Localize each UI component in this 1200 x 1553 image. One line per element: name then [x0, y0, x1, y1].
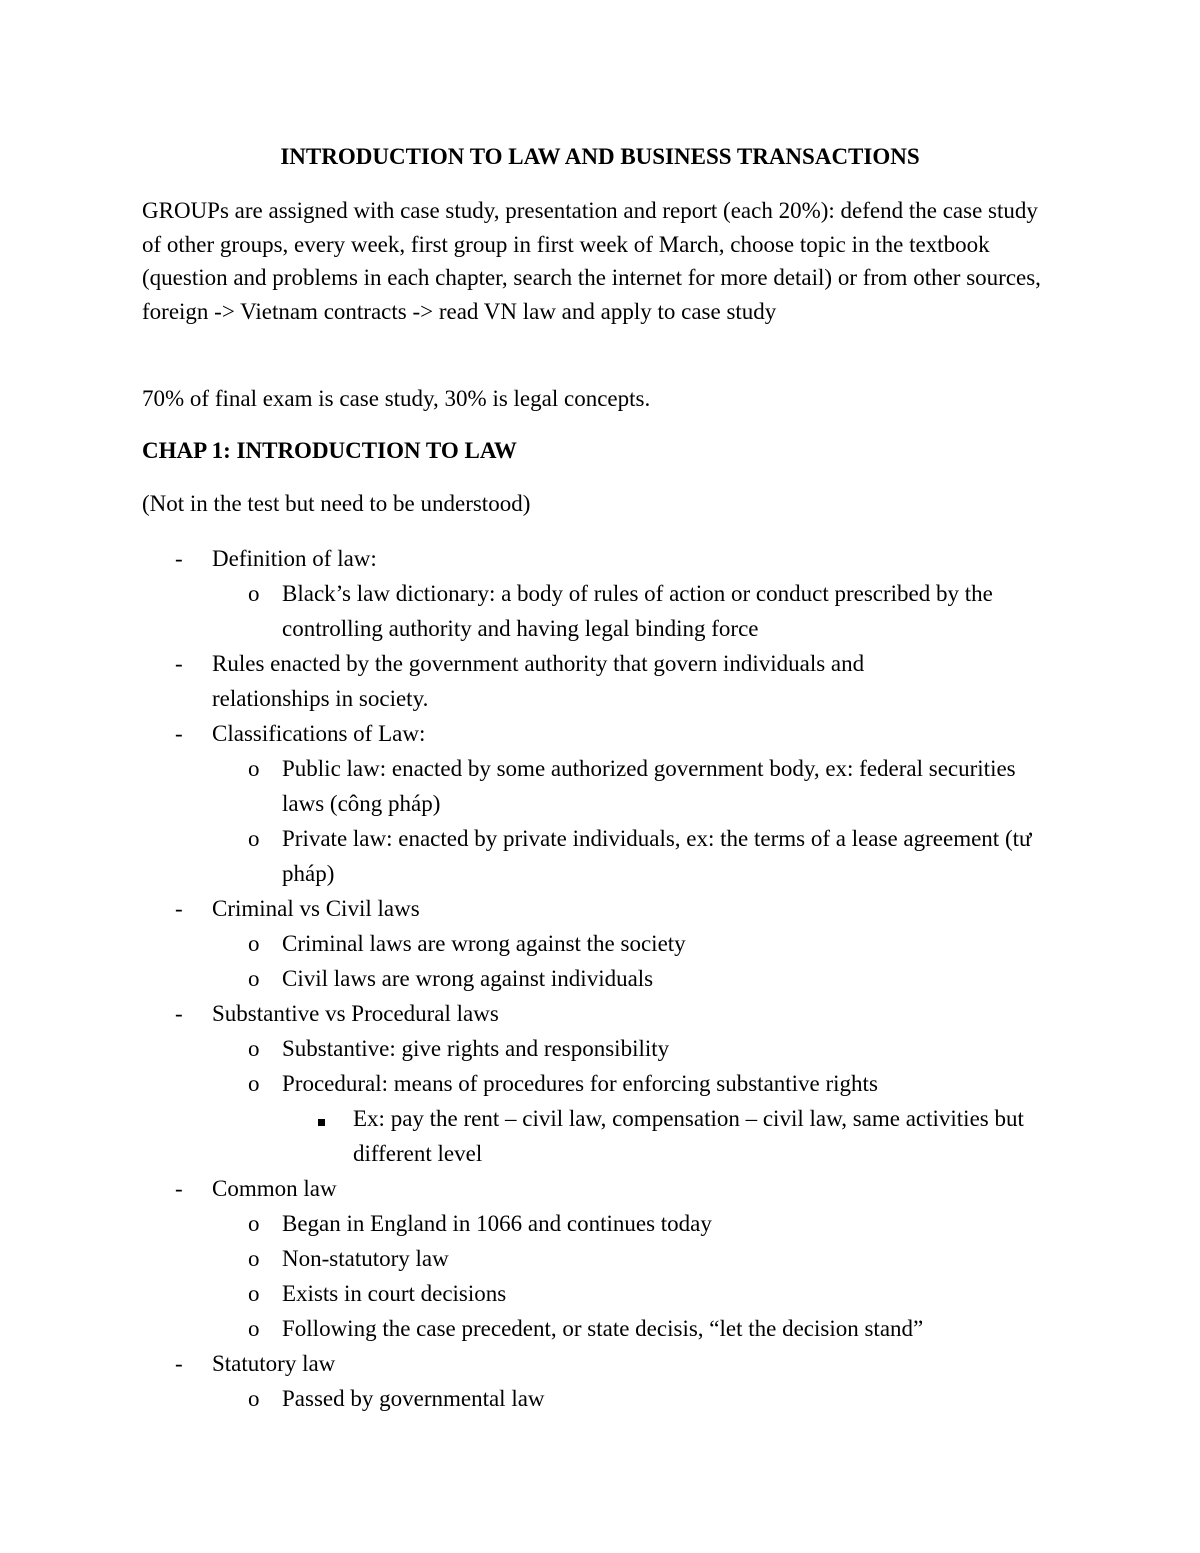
outline-item-text: Passed by governmental law — [282, 1386, 545, 1411]
outline-item-text: Substantive vs Procedural laws — [212, 1001, 499, 1026]
outline-item-text: Ex: pay the rent – civil law, compensation – civil law, same activities but different level — [353, 1106, 1024, 1166]
dash-bullet: - — [175, 651, 183, 676]
outline-item-level-2 — [0, 1381, 1200, 1416]
circle-bullet: o — [248, 1386, 260, 1411]
outline-item-text: Public law: enacted by some authorized government body, ex: federal securities laws (công pháp) — [282, 756, 1016, 816]
outline-item-level-2 — [0, 926, 1200, 961]
dash-bullet: - — [175, 1001, 183, 1026]
outline-list — [0, 541, 1200, 1416]
circle-bullet: o — [248, 826, 260, 851]
outline-item-text: Rules enacted by the government authority that govern individuals and relationships in society. — [212, 651, 865, 711]
outline-item-level-3 — [0, 1101, 1200, 1171]
outline-item-level-1 — [0, 891, 1200, 926]
outline-item-text: Definition of law: — [212, 546, 377, 571]
outline-item-level-2 — [0, 1276, 1200, 1311]
outline-item-level-2 — [0, 751, 1200, 821]
outline-item-text: Procedural: means of procedures for enforcing substantive rights — [282, 1071, 878, 1096]
outline-item-text: Following the case precedent, or state decisis, “let the decision stand” — [282, 1316, 924, 1341]
outline-item-level-2 — [0, 1206, 1200, 1241]
dash-bullet: - — [175, 546, 183, 571]
square-bullet-icon — [318, 1101, 348, 1136]
outline-item-text: Criminal laws are wrong against the society — [282, 931, 686, 956]
outline-item-text: Private law: enacted by private individuals, ex: the terms of a lease agreement (tư pháp) — [282, 826, 1032, 886]
outline-item-level-1 — [0, 541, 1200, 576]
outline-item-level-1 — [0, 646, 1200, 716]
outline-item-text: Classifications of Law: — [212, 721, 426, 746]
dash-bullet: - — [175, 1176, 183, 1201]
circle-bullet: o — [248, 1246, 260, 1271]
chapter-note: (Not in the test but need to be understood) — [142, 491, 531, 516]
outline-item-level-2 — [0, 1031, 1200, 1066]
dash-bullet: - — [175, 721, 183, 746]
circle-bullet: o — [248, 966, 260, 991]
outline-item-level-2 — [0, 961, 1200, 996]
circle-bullet: o — [248, 1211, 260, 1236]
circle-bullet: o — [248, 1316, 260, 1341]
chapter-heading: CHAP 1: INTRODUCTION TO LAW — [142, 438, 517, 463]
outline-item-level-2 — [0, 821, 1200, 891]
outline-item-text: Criminal vs Civil laws — [212, 896, 420, 921]
square-bullet-icon — [318, 1119, 325, 1126]
circle-bullet: o — [248, 1036, 260, 1061]
outline-item-text: Black’s law dictionary: a body of rules of action or conduct prescribed by the controlling authority and having legal binding force — [282, 581, 993, 641]
intro-paragraph: GROUPs are assigned with case study, presentation and report (each 20%): defend the case study of other groups, every week, first group in first week of March, choose topic in the textbook (question and problems in each chapter, search the internet for more detail) or from other sources, foreign -> Vietnam contracts -> read VN law and apply to case study — [142, 198, 1041, 324]
outline-item-text: Substantive: give rights and responsibility — [282, 1036, 670, 1061]
circle-bullet: o — [248, 1281, 260, 1306]
dash-bullet: - — [175, 896, 183, 921]
outline-item-level-2 — [0, 1311, 1200, 1346]
outline-item-level-1 — [0, 996, 1200, 1031]
outline-item-text: Civil laws are wrong against individuals — [282, 966, 654, 991]
outline-item-level-2 — [0, 1066, 1200, 1101]
circle-bullet: o — [248, 931, 260, 956]
circle-bullet: o — [248, 581, 260, 606]
circle-bullet: o — [248, 1071, 260, 1096]
outline-item-text: Common law — [212, 1176, 337, 1201]
outline-item-level-2 — [0, 576, 1200, 646]
outline-item-level-1 — [0, 1346, 1200, 1381]
outline-item-level-1 — [0, 716, 1200, 751]
outline-item-text: Exists in court decisions — [282, 1281, 507, 1306]
outline-item-text: Non-statutory law — [282, 1246, 449, 1271]
outline-item-text: Statutory law — [212, 1351, 336, 1376]
exam-paragraph: 70% of final exam is case study, 30% is legal concepts. — [142, 386, 651, 411]
document-title: INTRODUCTION TO LAW AND BUSINESS TRANSACTIONS — [280, 144, 920, 169]
outline-item-level-1 — [0, 1171, 1200, 1206]
circle-bullet: o — [248, 756, 260, 781]
outline-item-level-2 — [0, 1241, 1200, 1276]
dash-bullet: - — [175, 1351, 183, 1376]
outline-item-text: Began in England in 1066 and continues today — [282, 1211, 712, 1236]
